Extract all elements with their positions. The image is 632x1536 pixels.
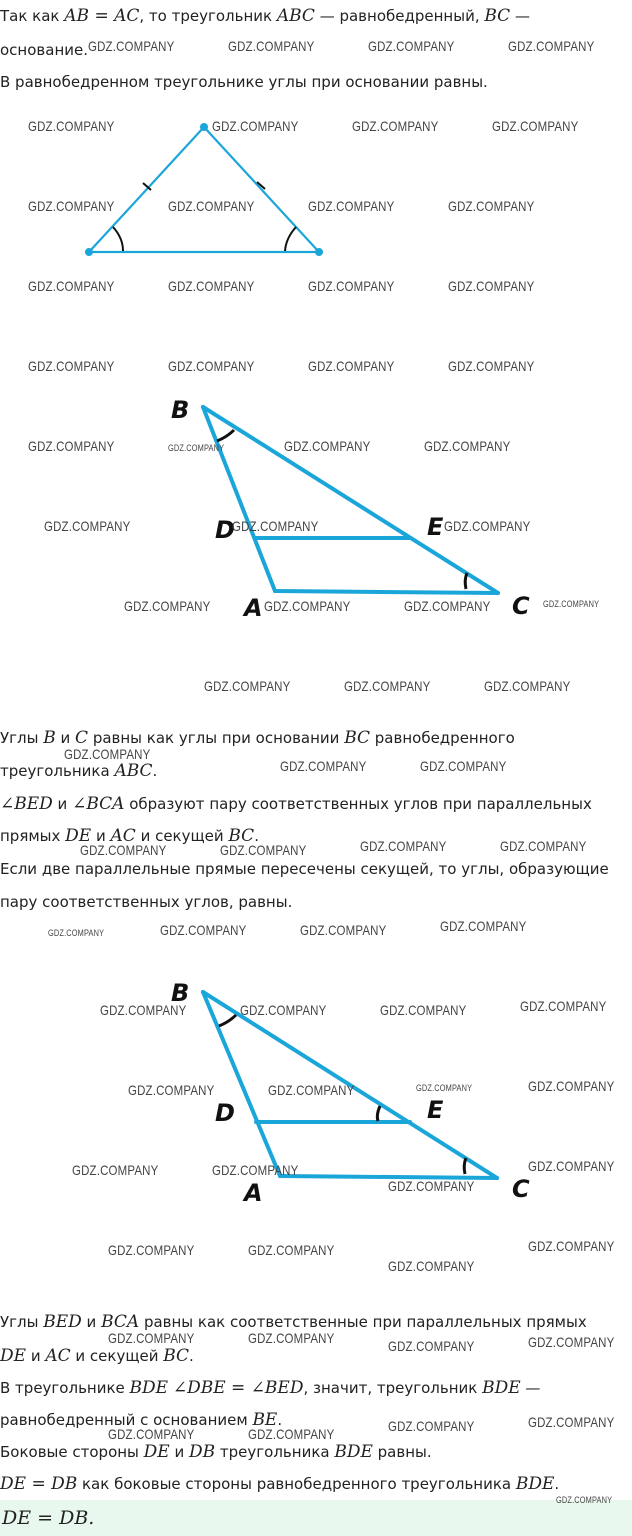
watermark-text: GDZ.COMPANY [204,678,291,694]
watermark-text: GDZ.COMPANY [232,518,319,534]
watermark-text: GDZ.COMPANY [528,1414,615,1430]
text-line-7: прямых DE и AC и секущей BC. [0,826,259,846]
text-line-6: ∠BED и ∠BCA образуют пару соответственных углов при параллельных [0,794,592,814]
watermark-text: GDZ.COMPANY [64,746,151,762]
watermark-text: GDZ.COMPANY [388,1258,475,1274]
watermark-text: GDZ.COMPANY [220,842,307,858]
label-d: D [215,1099,235,1127]
watermark-text: GDZ.COMPANY [128,1082,215,1098]
watermark-text: GDZ.COMPANY [484,678,571,694]
watermark-text: GDZ.COMPANY [520,998,607,1014]
text-line-9: пару соответственных углов, равны. [0,893,293,911]
watermark-text: GDZ.COMPANY [300,922,387,938]
watermark-text: GDZ.COMPANY [88,38,175,54]
watermark-text-small: GDZ.COMPANY [48,928,105,938]
watermark-text-small: GDZ.COMPANY [556,1495,613,1505]
watermark-text: GDZ.COMPANY [100,1002,187,1018]
text-line-1: Так как AB = AC, то треугольник ABC — равнобедренный, BC — [0,6,530,26]
figure-triangle-bca [0,390,632,620]
watermark-text: GDZ.COMPANY [528,1238,615,1254]
watermark-text: GDZ.COMPANY [308,198,395,214]
text-line-15: DE = DB как боковые стороны равнобедренного треугольника BDE. [0,1474,560,1494]
label-e: E [427,1096,444,1124]
watermark-text: GDZ.COMPANY [368,38,455,54]
watermark-text: GDZ.COMPANY [308,358,395,374]
watermark-text: GDZ.COMPANY [228,38,315,54]
watermark-text: GDZ.COMPANY [344,678,431,694]
watermark-text: GDZ.COMPANY [168,278,255,294]
watermark-text: GDZ.COMPANY [44,518,131,534]
watermark-text: GDZ.COMPANY [508,38,595,54]
watermark-text: GDZ.COMPANY [268,1082,355,1098]
watermark-text-small: GDZ.COMPANY [543,599,600,609]
watermark-text: GDZ.COMPANY [280,758,367,774]
text-line-10: Углы BED и BCA равны как соответственные при параллельных прямых [0,1312,587,1332]
text-line-2: основание. [0,41,88,59]
label-e: E [427,513,444,541]
watermark-text: GDZ.COMPANY [28,358,115,374]
text-line-13: равнобедренный с основанием BE. [0,1410,283,1430]
watermark-text: GDZ.COMPANY [248,1330,335,1346]
watermark-text: GDZ.COMPANY [168,358,255,374]
text-line-8: Если две параллельные прямые пересечены секущей, то углы, образующие [0,860,609,878]
watermark-text: GDZ.COMPANY [108,1426,195,1442]
watermark-text: GDZ.COMPANY [440,918,527,934]
watermark-text: GDZ.COMPANY [528,1078,615,1094]
watermark-text: GDZ.COMPANY [424,438,511,454]
watermark-text: GDZ.COMPANY [80,842,167,858]
watermark-text: GDZ.COMPANY [108,1330,195,1346]
watermark-text-small: GDZ.COMPANY [416,1083,473,1093]
text-line-12: В треугольнике BDE ∠DBE = ∠BED, значит, треугольник BDE — [0,1378,541,1398]
watermark-text: GDZ.COMPANY [248,1242,335,1258]
watermark-text: GDZ.COMPANY [28,278,115,294]
text-line-11: DE и AC и секущей BC. [0,1346,194,1366]
text-line-14: Боковые стороны DE и DB треугольника BDE равны. [0,1442,432,1462]
label-a: A [244,1179,263,1207]
watermark-text: GDZ.COMPANY [28,438,115,454]
watermark-text: GDZ.COMPANY [500,838,587,854]
watermark-text: GDZ.COMPANY [388,1338,475,1354]
watermark-text: GDZ.COMPANY [388,1178,475,1194]
watermark-text: GDZ.COMPANY [404,598,491,614]
label-b: B [171,979,190,1007]
watermark-text: GDZ.COMPANY [168,198,255,214]
watermark-text: GDZ.COMPANY [248,1426,335,1442]
label-b: B [171,396,190,424]
watermark-text-small: GDZ.COMPANY [168,443,225,453]
watermark-text: GDZ.COMPANY [360,838,447,854]
watermark-text: GDZ.COMPANY [308,278,395,294]
watermark-text: GDZ.COMPANY [528,1158,615,1174]
answer-box [0,1500,632,1536]
watermark-text: GDZ.COMPANY [108,1242,195,1258]
watermark-text: GDZ.COMPANY [420,758,507,774]
watermark-text: GDZ.COMPANY [448,278,535,294]
watermark-text: GDZ.COMPANY [492,118,579,134]
watermark-text: GDZ.COMPANY [388,1418,475,1434]
text-line-4: Углы B и C равны как углы при основании BC равнобедренного [0,728,515,748]
watermark-text: GDZ.COMPANY [160,922,247,938]
text-line-5: треугольника ABC. [0,761,158,781]
label-d: D [215,516,235,544]
watermark-text: GDZ.COMPANY [264,598,351,614]
figure-isosceles-triangle [0,110,632,270]
watermark-text: GDZ.COMPANY [284,438,371,454]
watermark-text: GDZ.COMPANY [444,518,531,534]
label-c: C [512,1175,530,1203]
watermark-text: GDZ.COMPANY [448,358,535,374]
watermark-text: GDZ.COMPANY [28,198,115,214]
watermark-text: GDZ.COMPANY [72,1162,159,1178]
watermark-text: GDZ.COMPANY [124,598,211,614]
watermark-text: GDZ.COMPANY [448,198,535,214]
watermark-text: GDZ.COMPANY [380,1002,467,1018]
label-a: A [244,594,263,620]
text-line-3: В равнобедренном треугольнике углы при основании равны. [0,73,488,91]
watermark-text: GDZ.COMPANY [28,118,115,134]
watermark-text: GDZ.COMPANY [240,1002,327,1018]
answer-text: DE = DB. [2,1507,95,1529]
watermark-text: GDZ.COMPANY [212,118,299,134]
label-c: C [512,592,530,620]
watermark-text: GDZ.COMPANY [528,1334,615,1350]
watermark-text: GDZ.COMPANY [352,118,439,134]
watermark-text: GDZ.COMPANY [212,1162,299,1178]
